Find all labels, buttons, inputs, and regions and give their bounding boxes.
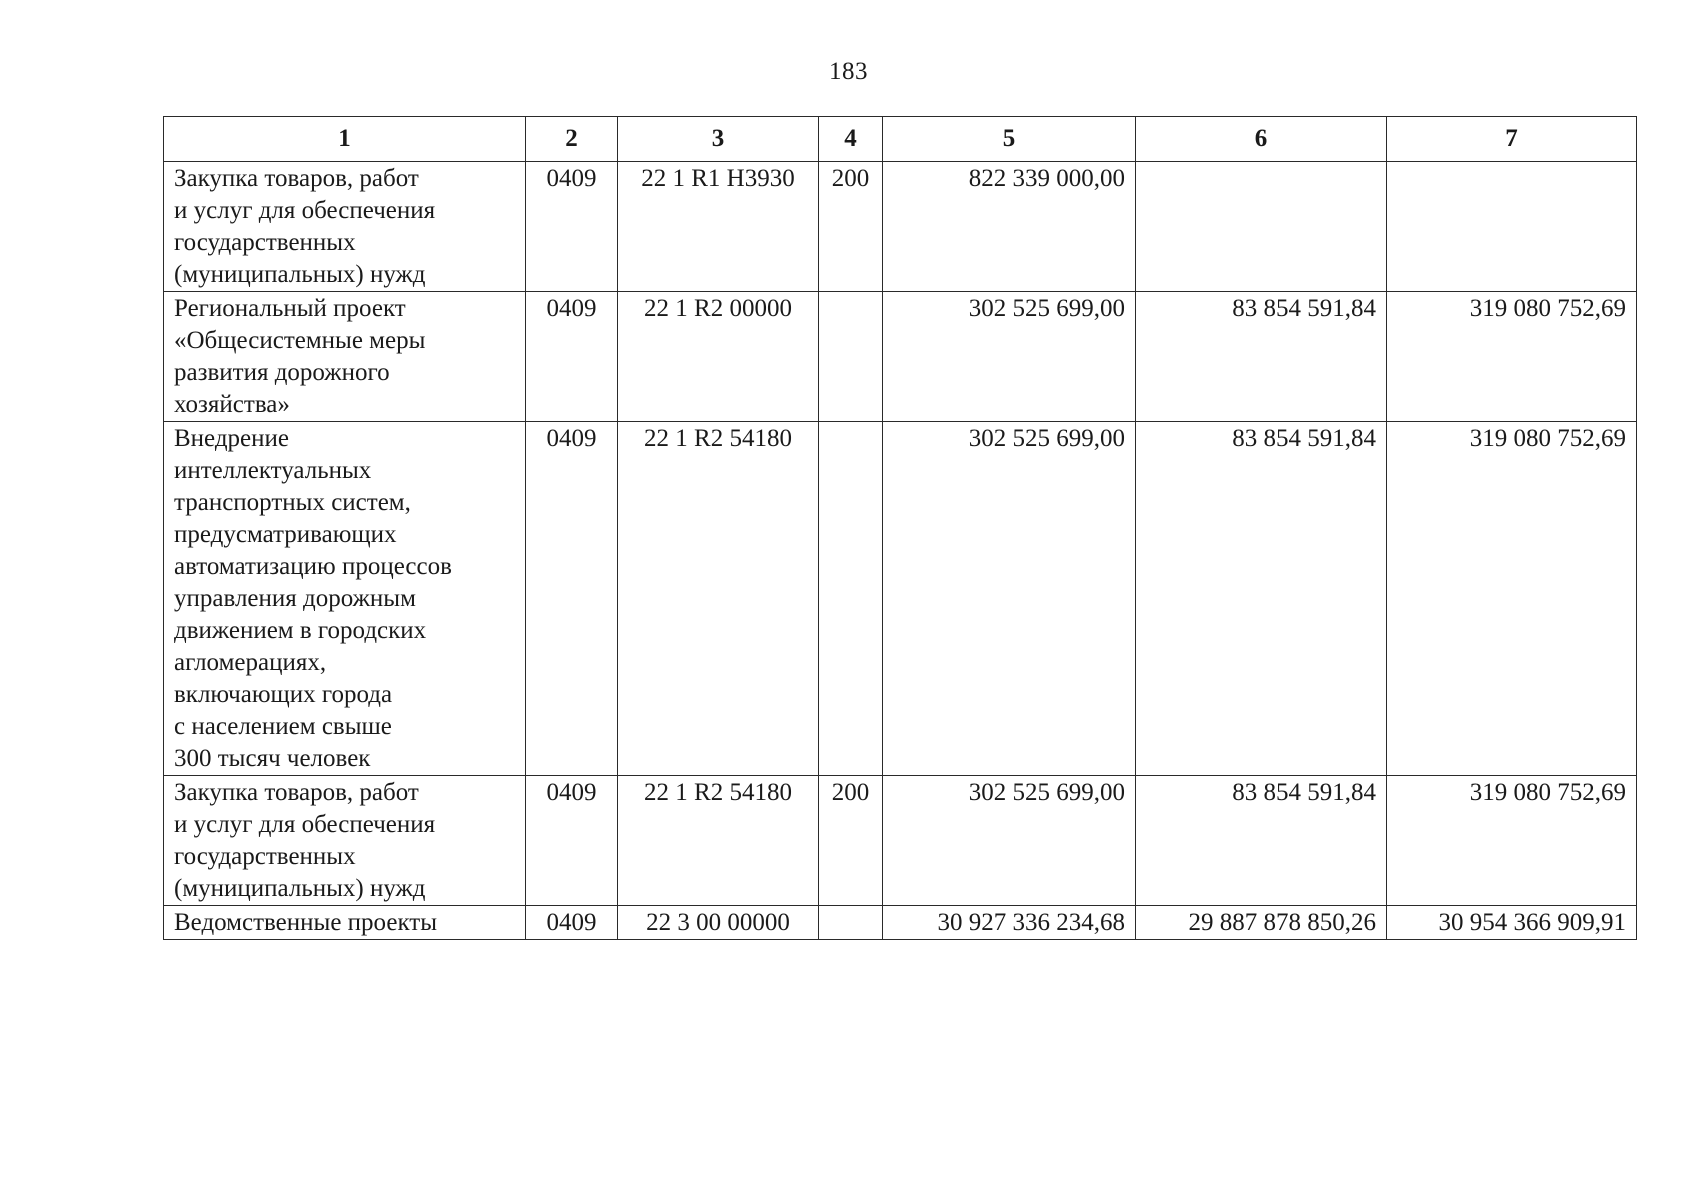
row-name-line: интеллектуальных <box>174 457 372 484</box>
row-name-line: Закупка товаров, работ <box>174 779 419 806</box>
row-name-cell <box>164 422 526 776</box>
column-header: 4 <box>819 117 883 162</box>
expense-type-cell: 200 <box>819 776 883 906</box>
row-name-line: и услуг для обеспечения <box>174 811 436 838</box>
amount-col6-cell: 83 854 591,84 <box>1136 292 1387 422</box>
row-name-cell <box>164 906 526 940</box>
amount-col5-cell: 302 525 699,00 <box>883 292 1136 422</box>
column-header: 1 <box>164 117 526 162</box>
expense-type-cell <box>819 906 883 940</box>
row-name-line: включающих города <box>174 681 393 708</box>
budget-table <box>163 116 1637 940</box>
row-name-line: автоматизацию процессов <box>174 553 452 580</box>
row-name-line: государственных <box>174 229 356 256</box>
amount-col7-cell <box>1387 162 1637 292</box>
amount-col5-cell: 30 927 336 234,68 <box>883 906 1136 940</box>
row-name-line: движением в городских <box>174 617 427 644</box>
row-name-cell <box>164 776 526 906</box>
column-header: 3 <box>618 117 819 162</box>
code-cell: 22 1 R1 Н3930 <box>618 162 819 292</box>
header-row <box>164 117 1637 162</box>
row-name-line: с населением свыше <box>174 713 392 740</box>
column-header: 2 <box>526 117 618 162</box>
amount-col7-cell: 319 080 752,69 <box>1387 292 1637 422</box>
row-name-cell <box>164 162 526 292</box>
code-cell: 22 1 R2 00000 <box>618 292 819 422</box>
table-body <box>164 162 1637 940</box>
code-cell: 22 1 R2 54180 <box>618 776 819 906</box>
row-name-line: 300 тысяч человек <box>174 745 371 772</box>
section-cell: 0409 <box>526 906 618 940</box>
amount-col7-cell: 319 080 752,69 <box>1387 776 1637 906</box>
section-cell: 0409 <box>526 162 618 292</box>
amount-col5-cell: 302 525 699,00 <box>883 422 1136 776</box>
section-cell: 0409 <box>526 292 618 422</box>
row-name-line: Внедрение <box>174 425 289 452</box>
row-name-line: развития дорожного <box>174 359 390 386</box>
section-cell: 0409 <box>526 776 618 906</box>
expense-type-cell: 200 <box>819 162 883 292</box>
row-name-line: и услуг для обеспечения <box>174 197 436 224</box>
amount-col5-cell: 302 525 699,00 <box>883 776 1136 906</box>
amount-col7-cell: 319 080 752,69 <box>1387 422 1637 776</box>
row-name-line: агломерациях, <box>174 649 327 676</box>
table-row <box>164 292 1637 422</box>
row-name-line: управления дорожным <box>174 585 416 612</box>
row-name-line: государственных <box>174 843 356 870</box>
amount-col5-cell: 822 339 000,00 <box>883 162 1136 292</box>
table-row <box>164 422 1637 776</box>
amount-col6-cell <box>1136 162 1387 292</box>
row-name-line: предусматривающих <box>174 521 397 548</box>
page-number: 183 <box>829 58 868 85</box>
column-header: 7 <box>1387 117 1637 162</box>
row-name-line: Региональный проект <box>174 295 406 322</box>
row-name-line: хозяйства» <box>174 391 290 418</box>
row-name-line: (муниципальных) нужд <box>174 261 426 288</box>
row-name-line: Закупка товаров, работ <box>174 165 419 192</box>
row-name-line: «Общесистемные меры <box>174 327 426 354</box>
row-name-line: (муниципальных) нужд <box>174 875 426 902</box>
code-cell: 22 1 R2 54180 <box>618 422 819 776</box>
row-name-cell <box>164 292 526 422</box>
expense-type-cell <box>819 422 883 776</box>
expense-type-cell <box>819 292 883 422</box>
column-header: 5 <box>883 117 1136 162</box>
amount-col7-cell: 30 954 366 909,91 <box>1387 906 1637 940</box>
amount-col6-cell: 83 854 591,84 <box>1136 776 1387 906</box>
table-row <box>164 776 1637 906</box>
code-cell: 22 3 00 00000 <box>618 906 819 940</box>
amount-col6-cell: 29 887 878 850,26 <box>1136 906 1387 940</box>
section-cell: 0409 <box>526 422 618 776</box>
amount-col6-cell: 83 854 591,84 <box>1136 422 1387 776</box>
table-row <box>164 162 1637 292</box>
row-name-line: транспортных систем, <box>174 489 411 516</box>
column-header: 6 <box>1136 117 1387 162</box>
row-name-line: Ведомственные проекты <box>174 909 438 936</box>
table-row <box>164 906 1637 940</box>
